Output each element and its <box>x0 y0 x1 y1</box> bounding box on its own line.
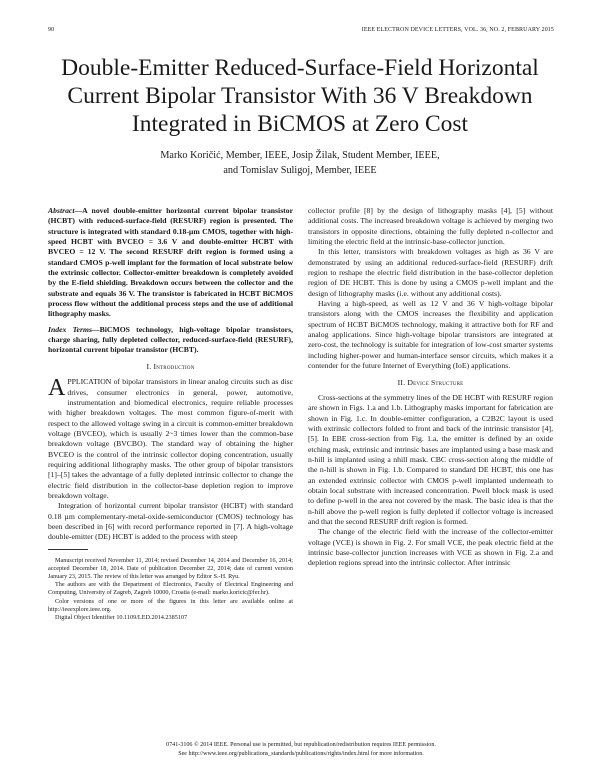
footnote-affiliation: The authors are with the Department of Electronics, Faculty of Electrical Engineering and Computing, University of Zagreb, Zagreb 10000, Croatia (e-mail: marko.koricic@fer.hr). <box>48 581 293 597</box>
authors-line-2: and Tomislav Suligoj, Member, IEEE <box>223 165 377 176</box>
right-paragraph-1: collector profile [8] by the design of lithography masks [4], [5] without additional costs. The increased breakdown voltage is achieved by merging two transistors in opposite directions, obtaining the fully depleted n-collector and limiting the electric field at the intrinsic-base-collector junction. <box>308 206 553 247</box>
intro-paragraph-1-text: PPLICATION of bipolar transistors in linear analog circuits such as disc drives, consumer electronics in general, power, automotive, instrumentation and biomedical electronics, require reliable processes with higher breakdown voltages. The most common figure-of-merit with respect to the allowed voltage swing in a circuit is common-emitter breakdown voltage (BVCEO), which is usually 2~3 times lower than the common-base breakdown voltage (BVCBO). The standard way of obtaining the higher BVCEO is the control of the intrinsic collector doping concentration, usually requiring additional lithography masks. The other group of bipolar transistors [1]–[5] takes the advantage of a fully depleted intrinsic collector to change the electric field distribution in the collector-base depletion region to improve breakdown voltage. <box>48 377 293 500</box>
index-terms-text: BiCMOS technology, high-voltage bipolar transistors, charge sharing, fully depleted collector, reduced-surface-field (RESURF), horizontal current bipolar transistor (HCBT). <box>48 324 293 355</box>
index-terms <box>48 325 293 356</box>
left-column <box>48 206 293 622</box>
footnote-doi: Digital Object Identifier 10.1109/LED.2014.2385107 <box>55 614 188 622</box>
abstract-label: Abstract— <box>48 206 83 215</box>
intro-paragraph-2: Integration of horizontal current bipolar transistor (HCBT) with standard 0.18 µm complementary-metal-oxide-semiconductor (CMOS) technology has been described in [6] with record performance reported in [7]. A high-voltage double-emitter (DE) HCBT is added to the process with steep <box>48 501 293 542</box>
footnote-rule <box>48 549 88 550</box>
section-2-number: II. <box>397 377 406 387</box>
section-heading-introduction <box>48 362 293 372</box>
author-block <box>60 148 540 178</box>
page-number: 90 <box>48 27 55 33</box>
footnote-manuscript: Manuscript received November 11, 2014; revised December 14, 2014 and December 16, 2014; accepted December 18, 2014. Date of publication December 22, 2014; date of current version January 23, 2015. The review of this letter was arranged by Editor S.-H. Ryu. <box>48 556 293 581</box>
copyright-footer <box>48 741 554 758</box>
journal-name: IEEE ELECTRON DEVICE LETTERS, VOL. 36, NO. 2, FEBRUARY 2015 <box>361 27 554 33</box>
footnotes <box>48 557 293 623</box>
index-terms-label: Index Terms— <box>48 324 100 334</box>
abstract-text: A novel double-emitter horizontal current bipolar transistor (HCBT) with reduced-surface-field (RESURF) region is presented. The structure is integrated with standard 0.18-µm CMOS, together with high-speed HCBT with BVCEO = 3.6 V and double-emitter HCBT with BVCEO = 12 V. The second RESURF drift region is formed using a standard CMOS p-well implant for the formation of local substrate below the extrinsic collector. Collector-emitter breakdown is completely avoided by the E-field shielding. Breakdown occurs between the collector and the substrate and equals 36 V. The transistor is fabricated in HCBT BiCMOS process flow without the additional process steps and the use of additional lithography masks. <box>48 206 293 319</box>
authors-line-1: Marko Koričić, Member, IEEE, Josip Žilak, Student Member, IEEE, <box>160 150 440 161</box>
abstract <box>48 206 293 320</box>
right-column <box>308 206 553 569</box>
section-heading-device-structure <box>308 378 553 388</box>
paper-title: Double-Emitter Reduced-Surface-Field Horizontal Current Bipolar Transistor With 36 V Breakdown Integrated in BiCMOS at Zero Cost <box>61 55 539 137</box>
footer-line-1: 0741-3106 © 2014 IEEE. Personal use is permitted, but republication/redistribution requires IEEE permission. <box>166 742 436 748</box>
structure-paragraph-1: Cross-sections at the symmetry lines of the DE HCBT with RESURF region are shown in Figs. 1.a and 1.b. Lithography masks important for fabrication are shown in Fig. 1.c. In double-emitter configuration, a C2B2C layout is used with extrinsic collectors folded to front and back of the intrinsic transistor [4], [5]. In EBE cross-section from Fig. 1.a, the emitter is defined by an oxide etching mask, extrinsic and intrinsic bases are implanted using a base mask and n-hill is implanted using a nhill mask. CBC cross-section along the middle of the n-hill is shown in Fig. 1.b. Compared to standard DE HCBT, this one has an extended extrinsic collector with CMOS p-well implanted underneath to obtain local substrate with increased concentration. Pwell block mask is used to define p-well in the area not covered by the mask. The basic idea is that the n-hill above the p-well region is fully depleted if collector voltage is increased and that the second RESURF drift region is formed. <box>308 392 553 526</box>
intro-paragraph-1 <box>48 377 293 501</box>
footnote-color: Color versions of one or more of the figures in this letter are available online at http://ieeexplore.ieee.org. <box>48 597 293 613</box>
drop-cap: A <box>48 375 66 402</box>
right-paragraph-2: In this letter, transistors with breakdown voltages as high as 36 V are demonstrated by using an additional reduced-surface-field (RESURF) drift region to reshape the electric field distribution in the base-collector depletion region of DE HCBT. This is done by using a CMOS p-well implant and the design of lithography masks (i.e. without any additional costs). <box>308 247 553 298</box>
footer-line-2: See http://www.ieee.org/publications_standards/publications/rights/index.html for more information. <box>178 750 424 757</box>
section-1-number: I. <box>146 361 152 371</box>
running-header <box>48 27 554 37</box>
structure-paragraph-2: The change of the electric field with the increase of the collector-emitter voltage (VCE) is shown in Fig. 2. For small VCE, the peak electric field at the intrinsic base-collector junction increases with VCE as shown in Fig. 2.a and depletion regions spread into the intrinsic collector. After intrinsic <box>308 527 553 568</box>
section-1-title: Introduction <box>153 361 195 371</box>
section-2-title: Device Structure <box>407 377 464 387</box>
right-paragraph-3: Having a high-speed, as well as 12 V and 36 V high-voltage bipolar transistors along with the CMOS increases the flexibility and application spectrum of HCBT BiCMOS technology, making it attractive both for RF and analog applications. Since high-voltage bipolar transistors are integrated at zero-cost, the technology is suitable for integration of low-cost smarter systems including higher-power and human-interface sensor circuits, which makes it a contender for the future Internet of Everything (IoE) applications. <box>308 299 553 371</box>
